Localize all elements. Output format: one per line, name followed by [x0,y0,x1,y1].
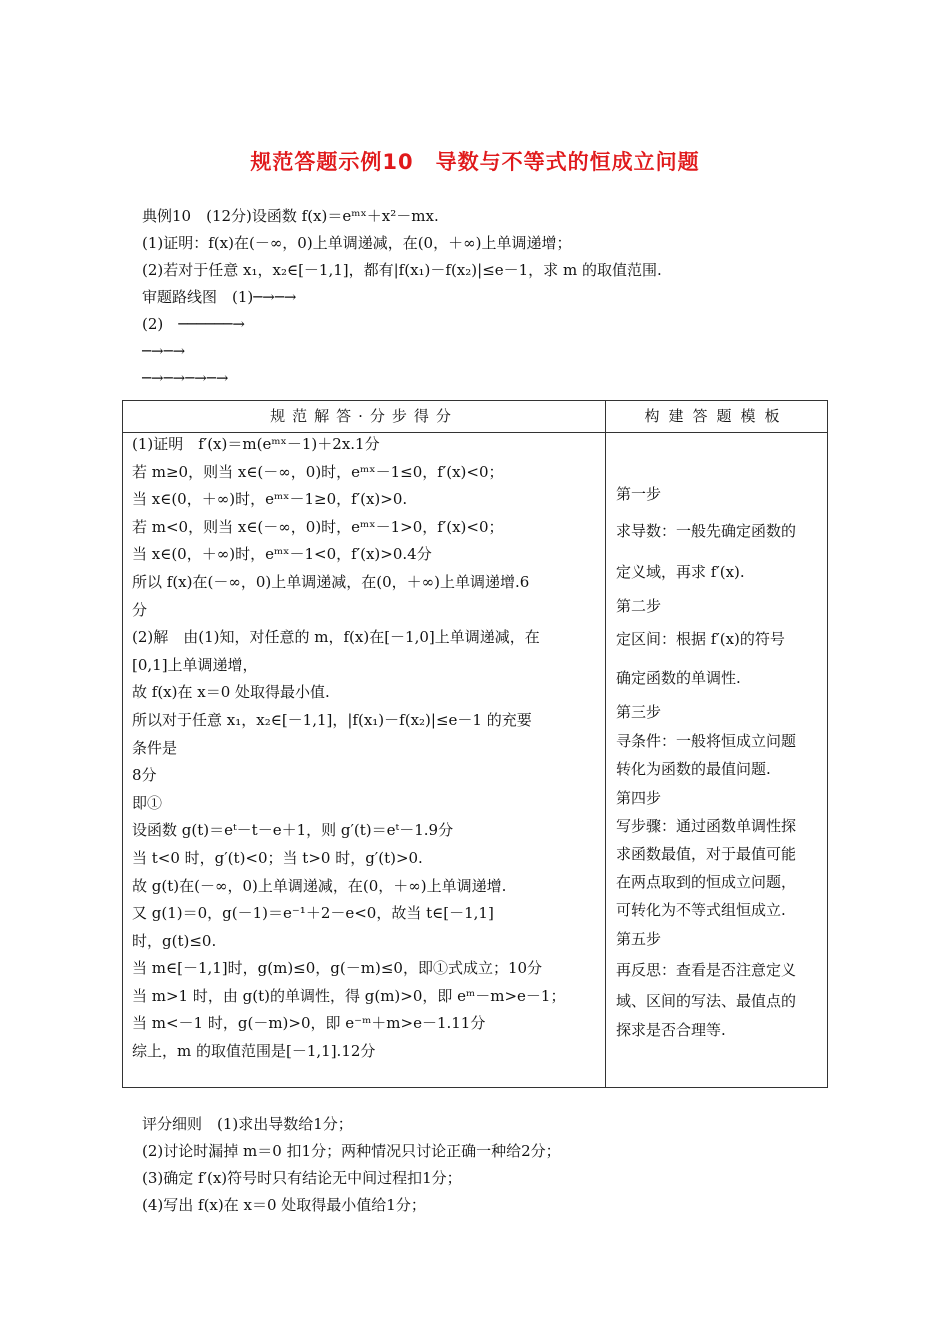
solution-line: 分 [132,600,148,619]
template-line: 转化为函数的最值问题. [616,760,771,778]
solution-line: 又 g(1)＝0，g(－1)＝e⁻¹＋2－e<0，故当 t∈[－1,1] [132,904,494,923]
solution-line: (1)证明 f′(x)＝m(eᵐˣ－1)＋2x.1分 [132,435,380,453]
solution-line: 若 m<0，则当 x∈(－∞，0)时，eᵐˣ－1>0，f′(x)<0； [132,517,504,536]
scoring-line: 评分细则 (1)求出导数给1分； [142,1115,353,1133]
template-line: 定区间：根据 f′(x)的符号 [616,630,785,648]
problem-statement [142,203,842,392]
template-line: 寻条件：一般将恒成立问题 [616,732,797,750]
solution-line: 当 m>1 时，由 g(t)的单调性，得 g(m)>0，即 eᵐ－m>e－1； [132,986,566,1005]
scoring-line: (3)确定 f′(x)符号时只有结论无中间过程扣1分； [142,1169,462,1187]
solution-line: (2)解 由(1)知，对任意的 m，f(x)在[－1,0]上单调递减，在 [132,628,540,647]
solution-line: 所以对于任意 x₁，x₂∈[－1,1]，|f(x₁)－f(x₂)|≤e－1 的充要 [132,710,532,729]
problem-line: (2)若对于任意 x₁，x₂∈[－1,1]，都有|f(x₁)－f(x₂)|≤e－1，求 m 的取值范围. [142,261,662,279]
right-column-header: 构建答题模板 [644,407,789,425]
solution-line: 当 t<0 时，g′(t)<0；当 t>0 时，g′(t)>0. [132,848,423,867]
solution-line: [0,1]上单调递增， [132,655,258,674]
solution-line: 故 f(x)在 x＝0 处取得最小值. [132,683,330,702]
solution-line: 当 x∈(0，＋∞)时，eᵐˣ－1≥0，f′(x)>0. [132,490,408,509]
problem-line: (2) ──────→ [142,315,246,333]
template-line: 域、区间的写法、最值点的 [616,992,797,1010]
template-line: 确定函数的单调性. [616,669,741,687]
solution-table [122,400,828,1088]
template-line: 求导数：一般先确定函数的 [616,522,797,540]
template-line: 写步骤：通过函数单调性探 [616,817,797,835]
scoring-details [142,1111,842,1219]
problem-line: ─→─→─→─→ [142,369,229,387]
solution-line: 条件是 [132,738,178,757]
left-column-header: 规范解答·分步得分 [270,407,458,425]
template-line: 可转化为不等式组恒成立. [616,901,786,919]
solution-line: 综上，m 的取值范围是[－1,1].12分 [132,1042,376,1061]
solution-steps-column [132,431,598,1066]
problem-line: 审题路线图 (1)─→─→ [142,288,297,306]
column-divider [605,401,606,1087]
template-line: 再反思：查看是否注意定义 [616,961,797,979]
template-line: 第四步 [616,789,662,807]
template-line: 第三步 [616,703,662,721]
answer-template-column [616,479,826,1044]
template-line: 探求是否合理等. [616,1021,726,1039]
page-title: 规范答题示例10 导数与不等式的恒成立问题 [250,150,700,174]
problem-line: 典例10 (12分)设函数 f(x)＝eᵐˣ＋x²－mx. [142,207,439,225]
template-line: 定义域，再求 f′(x). [616,563,745,581]
template-line: 在两点取到的恒成立问题， [616,873,797,891]
problem-line: ─→─→ [142,342,186,360]
solution-line: 所以 f(x)在(－∞，0)上单调递减，在(0，＋∞)上单调递增.6 [132,572,530,591]
scoring-line: (2)讨论时漏掉 m＝0 扣1分；两种情况只讨论正确一种给2分； [142,1142,561,1160]
solution-line: 时，g(t)≤0. [132,931,217,950]
solution-line: 若 m≥0，则当 x∈(－∞，0)时，eᵐˣ－1≤0，f′(x)<0； [132,462,504,481]
solution-line: 8分 [132,766,157,785]
template-line: 求函数最值，对于最值可能 [616,845,797,863]
problem-line: (1)证明：f(x)在(－∞，0)上单调递减，在(0，＋∞)上单调递增； [142,234,572,252]
solution-line: 设函数 g(t)＝eᵗ－t－e＋1，则 g′(t)＝eᵗ－1.9分 [132,821,454,840]
template-line: 第五步 [616,930,662,948]
template-line: 第一步 [616,485,662,503]
solution-line: 故 g(t)在(－∞，0)上单调递减，在(0，＋∞)上单调递增. [132,876,507,895]
template-line: 第二步 [616,597,662,615]
solution-line: 当 x∈(0，＋∞)时，eᵐˣ－1<0，f′(x)>0.4分 [132,545,432,564]
solution-line: 当 m∈[－1,1]时，g(m)≤0，g(－m)≤0，即①式成立；10分 [132,959,543,978]
scoring-line: (4)写出 f(x)在 x＝0 处取得最小值给1分； [142,1196,426,1214]
solution-line: 当 m<－1 时，g(－m)>0，即 e⁻ᵐ＋m>e－1.11分 [132,1014,486,1033]
solution-line: 即① [132,793,163,812]
